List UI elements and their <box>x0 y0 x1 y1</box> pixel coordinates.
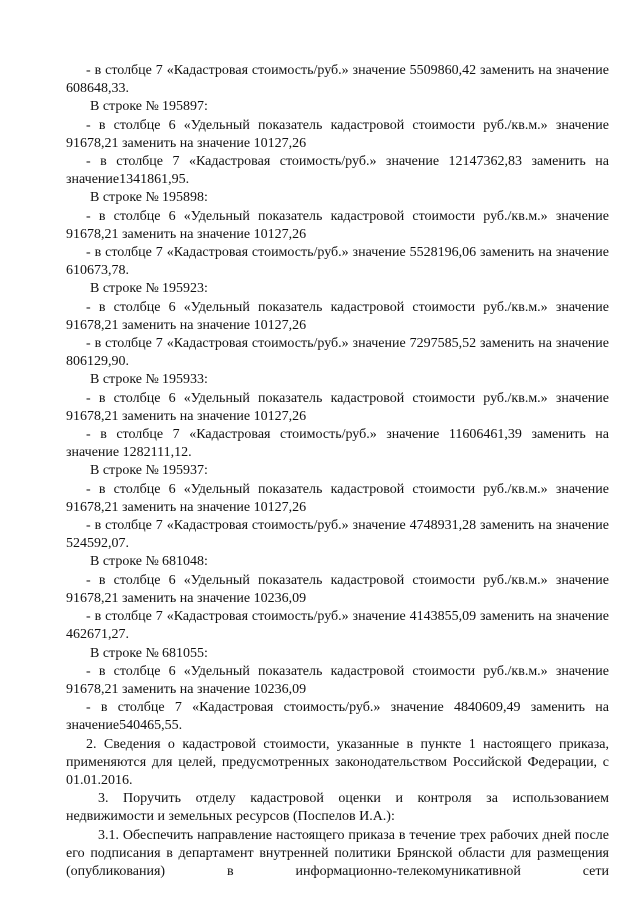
paragraph: 2. Сведения о кадастровой стоимости, указанные в пункте 1 настоящего приказа, применяются для целей, предусмотренных законодательством Российской Федерации, с 01.01.2016. <box>66 736 609 788</box>
paragraph: - в столбце 6 «Удельный показатель кадастровой стоимости руб./кв.м.» значение 91678,21 заменить на значение 10127,26 <box>66 481 609 515</box>
paragraph: - в столбце 7 «Кадастровая стоимость/руб.» значение 12147362,83 заменить на значение1341861,95. <box>66 154 609 188</box>
paragraph: - в столбце 7 «Кадастровая стоимость/руб.» значение 4143855,09 заменить на значение 462671,27. <box>66 609 609 643</box>
row-label: В строке № <box>90 99 159 115</box>
row-number: 195897: <box>162 99 208 115</box>
row-number: 195923: <box>162 281 208 297</box>
row-label: В строке № <box>90 372 159 388</box>
row-reference <box>66 553 609 571</box>
document-body <box>66 62 609 881</box>
row-label: В строке № <box>90 463 159 479</box>
paragraph: - в столбце 6 «Удельный показатель кадастровой стоимости руб./кв.м.» значение 91678,21 заменить на значение 10127,26 <box>66 117 609 151</box>
row-reference <box>66 280 609 298</box>
row-number: 195898: <box>162 190 208 206</box>
row-label: В строке № <box>90 281 159 297</box>
paragraph: - в столбце 7 «Кадастровая стоимость/руб.» значение 4840609,49 заменить на значение540465,55. <box>66 700 609 734</box>
row-reference <box>66 98 609 116</box>
paragraph: - в столбце 7 «Кадастровая стоимость/руб.» значение 7297585,52 заменить на значение 806129,90. <box>66 336 609 370</box>
paragraph: - в столбце 6 «Удельный показатель кадастровой стоимости руб./кв.м.» значение 91678,21 заменить на значение 10236,09 <box>66 572 609 606</box>
row-reference <box>66 189 609 207</box>
paragraph: 3. Поручить отделу кадастровой оценки и контроля за использованием недвижимости и земельных ресурсов (Поспелов И.А.): <box>66 791 609 825</box>
paragraph: - в столбце 7 «Кадастровая стоимость/руб.» значение 5528196,06 заменить на значение 610673,78. <box>66 245 609 279</box>
paragraph: - в столбце 6 «Удельный показатель кадастровой стоимости руб./кв.м.» значение 91678,21 заменить на значение 10236,09 <box>66 663 609 697</box>
row-reference <box>66 645 609 663</box>
row-number: 195933: <box>162 372 208 388</box>
paragraph: - в столбце 7 «Кадастровая стоимость/руб.» значение 5509860,42 заменить на значение 608648,33. <box>66 63 609 97</box>
row-reference <box>66 462 609 480</box>
paragraph: - в столбце 6 «Удельный показатель кадастровой стоимости руб./кв.м.» значение 91678,21 заменить на значение 10127,26 <box>66 390 609 424</box>
paragraph: - в столбце 6 «Удельный показатель кадастровой стоимости руб./кв.м.» значение 91678,21 заменить на значение 10127,26 <box>66 299 609 333</box>
row-label: В строке № <box>90 554 159 570</box>
row-number: 681048: <box>162 554 208 570</box>
row-label: В строке № <box>90 645 159 661</box>
paragraph: - в столбце 6 «Удельный показатель кадастровой стоимости руб./кв.м.» значение 91678,21 заменить на значение 10127,26 <box>66 208 609 242</box>
paragraph: - в столбце 7 «Кадастровая стоимость/руб.» значение 11606461,39 заменить на значение 1282111,12. <box>66 427 609 461</box>
paragraph: - в столбце 7 «Кадастровая стоимость/руб.» значение 4748931,28 заменить на значение 524592,07. <box>66 518 609 552</box>
row-reference <box>66 371 609 389</box>
row-number: 681055: <box>162 645 208 661</box>
row-number: 195937: <box>162 463 208 479</box>
row-label: В строке № <box>90 190 159 206</box>
paragraph: 3.1. Обеспечить направление настоящего приказа в течение трех рабочих дней после его подписания в департамент внутренней политики Брянской области для размещения (опубликования) в информационно-телекомуникативной сети <box>66 827 609 879</box>
